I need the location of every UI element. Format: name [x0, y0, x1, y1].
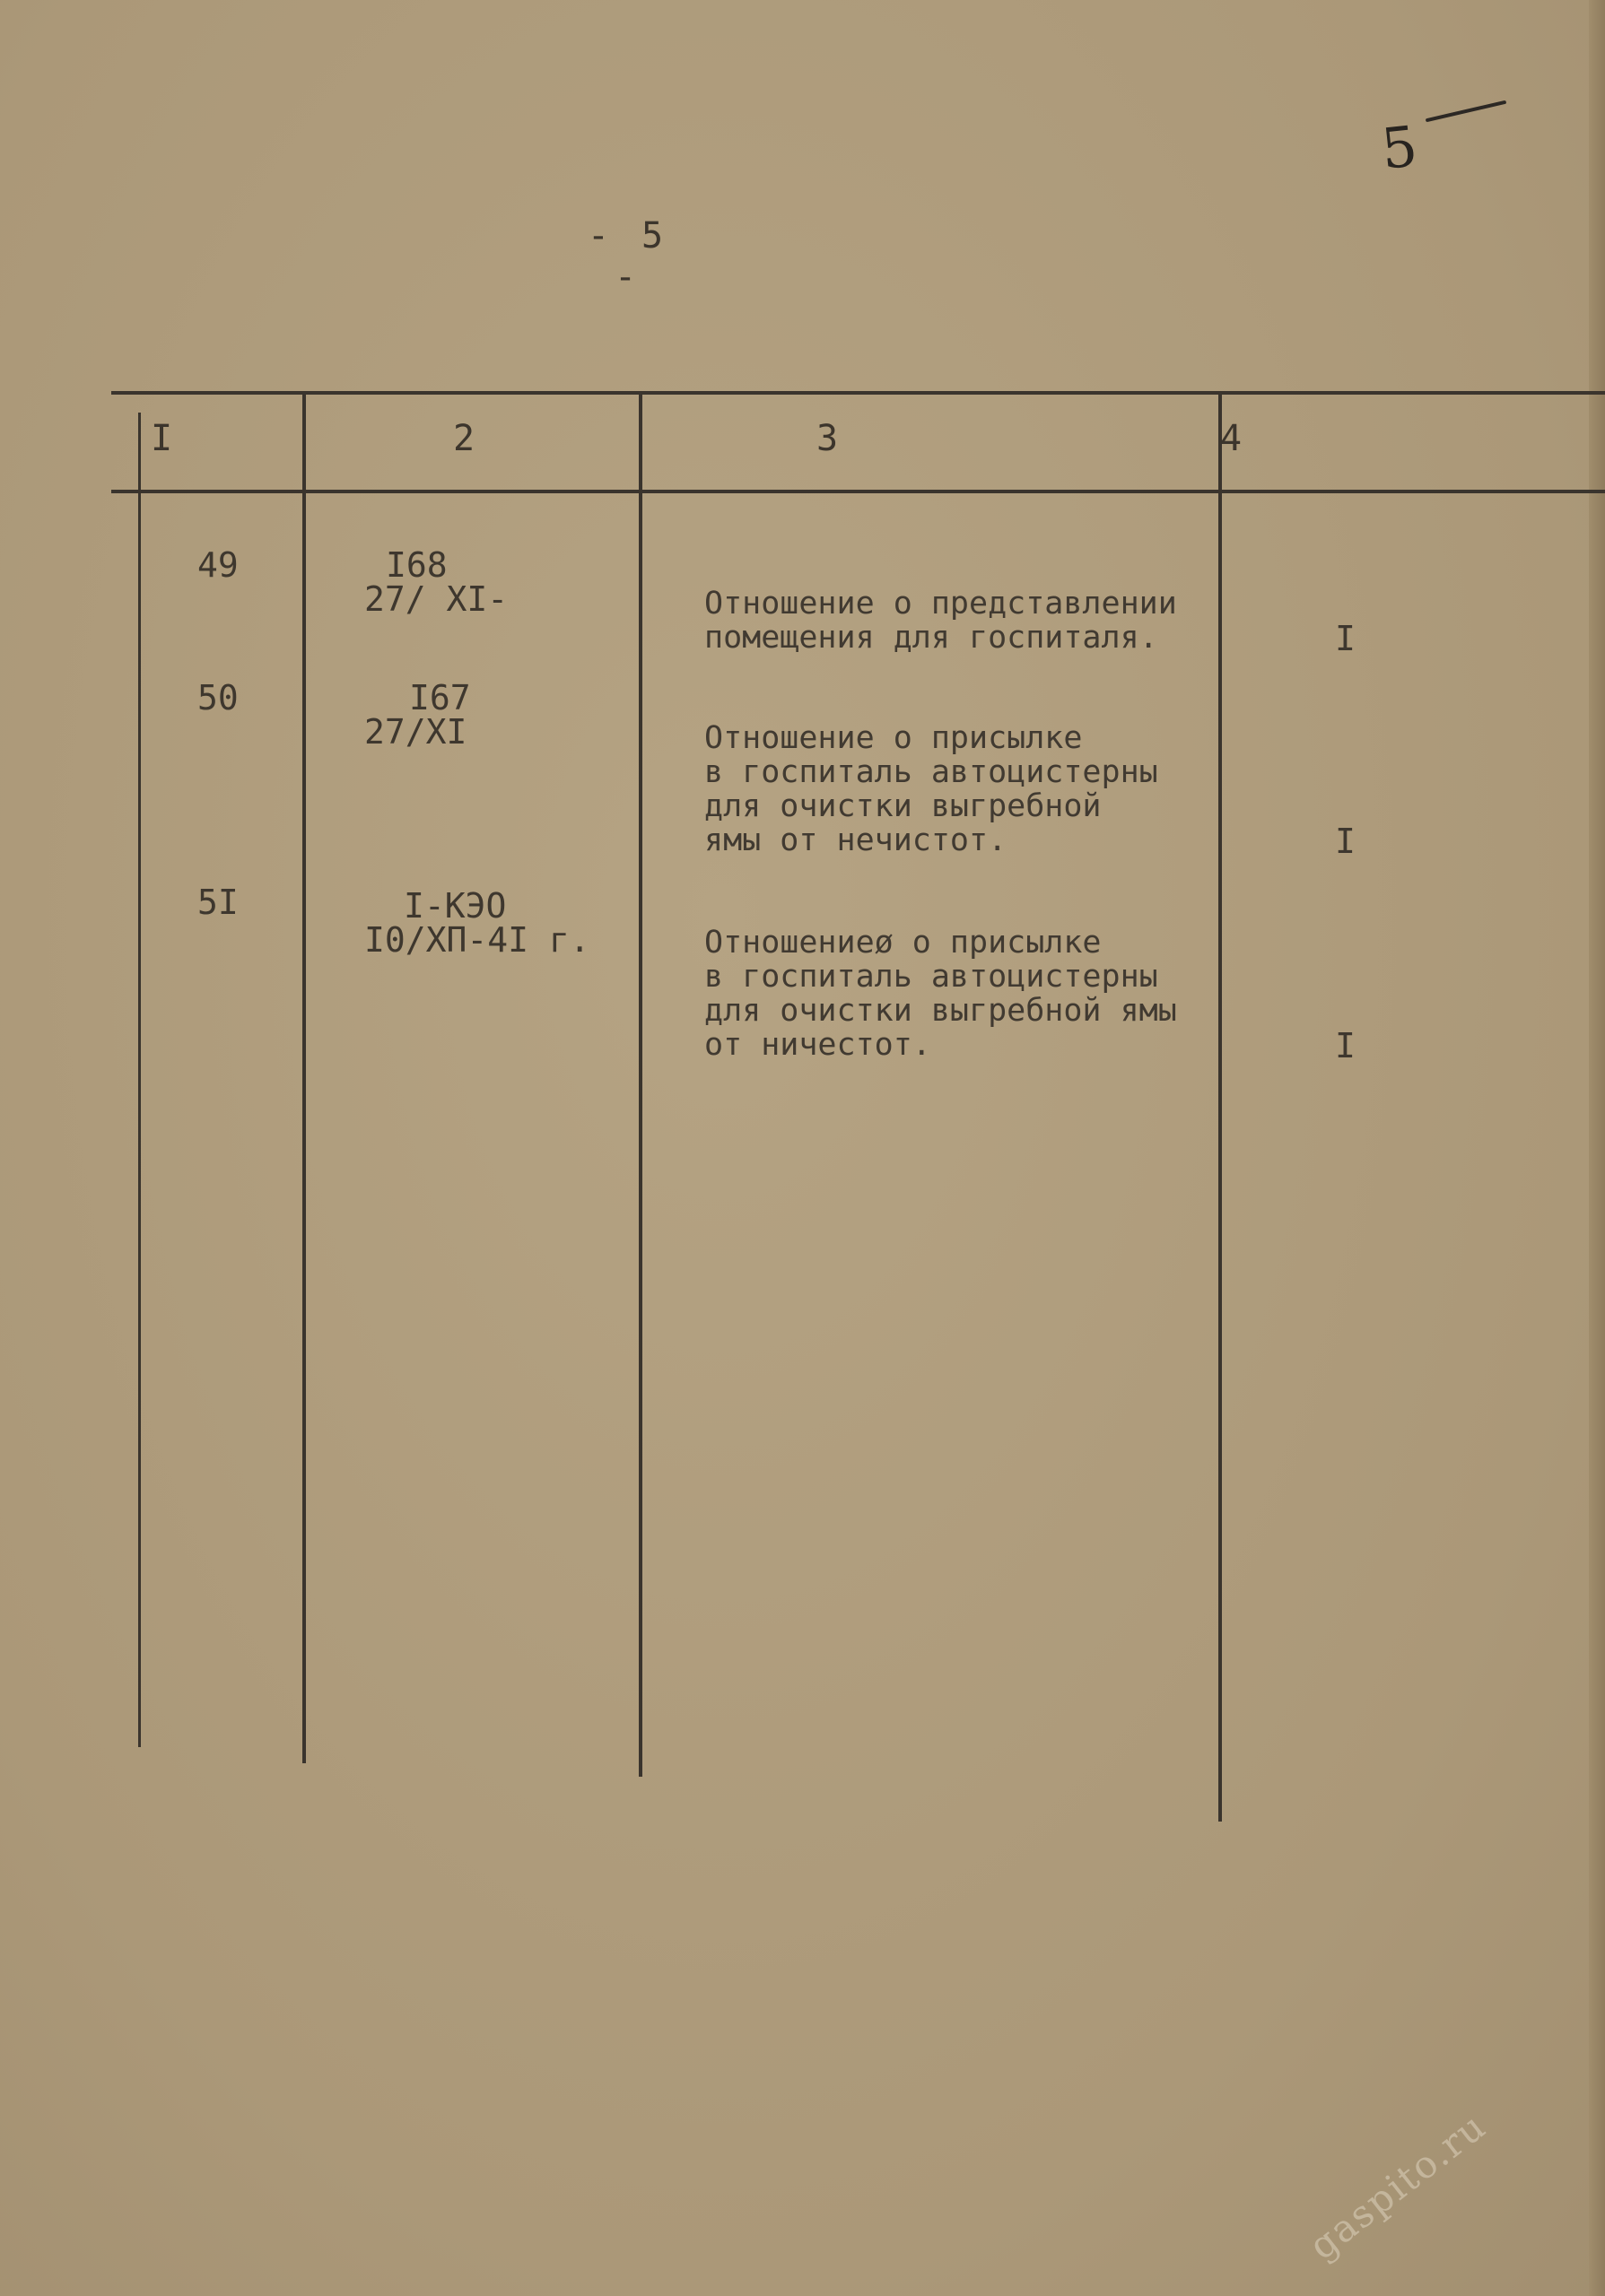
description-line: в госпиталь автоцистерны	[704, 754, 1158, 790]
description-line: от ничестот.	[704, 1027, 931, 1063]
description-line: помещения для госпиталя.	[704, 620, 1158, 656]
column-header-4: 4	[1220, 418, 1243, 459]
page-number: - 5 -	[587, 215, 669, 298]
reference-date: I0/XП-4I г.	[364, 920, 590, 960]
reference-number: I68	[386, 545, 448, 585]
reference-number: I67	[409, 678, 471, 718]
description-line: Отношениеø о присылке	[704, 925, 1102, 961]
column-divider-4	[1218, 391, 1222, 1822]
table-header-rule	[111, 490, 1605, 493]
description-line: в госпиталь автоцистерны	[704, 959, 1158, 995]
column-divider-2	[302, 391, 306, 1763]
sheet-count: I	[1335, 822, 1356, 861]
description-line: для очистки выгребной ямы	[704, 993, 1177, 1029]
entry-number: 49	[197, 545, 239, 585]
column-header-1: I	[151, 418, 173, 459]
description-line: для очистки выгребной	[704, 788, 1102, 824]
column-divider-3	[639, 391, 642, 1777]
reference-date: 27/XI	[364, 712, 467, 752]
table-top-rule	[111, 391, 1605, 395]
paper-edge	[1589, 0, 1605, 2296]
sheet-count: I	[1335, 619, 1356, 658]
entry-number: 5I	[197, 883, 239, 922]
handwritten-stroke	[1426, 100, 1507, 123]
reference-date: 27/ XI-	[364, 579, 509, 619]
watermark: gaspito.ru	[1300, 2103, 1495, 2268]
reference-number: I-КЭО	[404, 886, 507, 926]
column-divider-1	[138, 413, 141, 1747]
entry-number: 50	[197, 678, 239, 718]
description-line: Отношение о представлении	[704, 586, 1177, 622]
sheet-count: I	[1335, 1026, 1356, 1065]
column-header-3: 3	[816, 418, 839, 459]
description-line: ямы от нечистот.	[704, 822, 1007, 858]
handwritten-folio-number: 5	[1378, 113, 1421, 182]
description-line: Отношение о присылке	[704, 720, 1083, 756]
column-header-2: 2	[453, 418, 475, 459]
